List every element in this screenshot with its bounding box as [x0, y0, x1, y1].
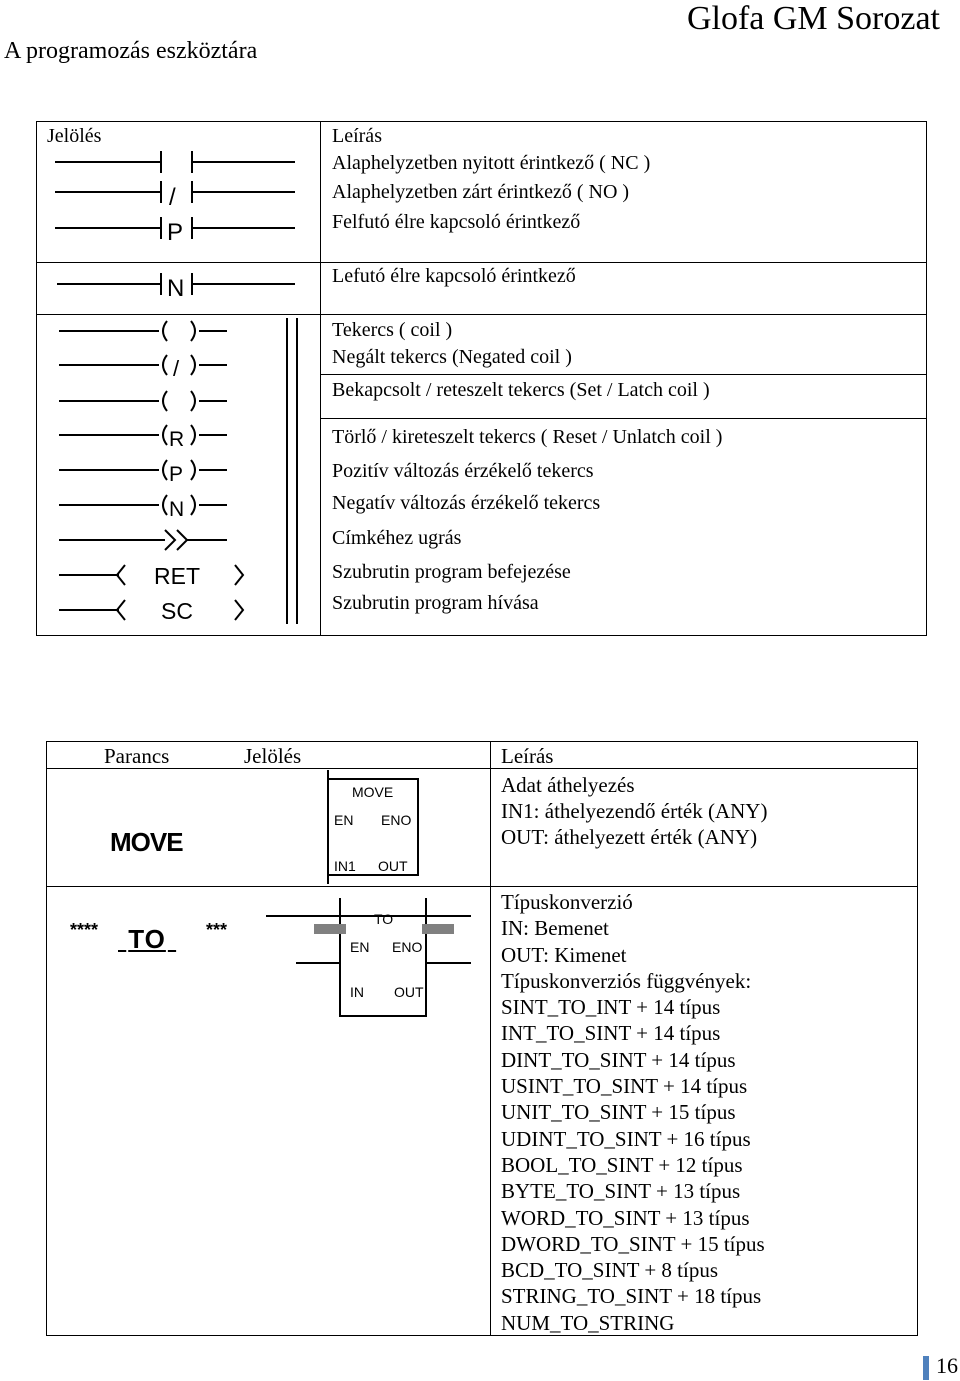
table1-header-description: Leírás: [332, 125, 382, 147]
description-jump-to-label: Címkéhez ugrás: [332, 527, 462, 549]
description-rising-edge-contact: Felfutó élre kapcsoló érintkező: [332, 211, 581, 233]
to-description-line: WORD_TO_SINT + 13 típus: [501, 1206, 750, 1230]
table1-header-symbol: Jelölés: [47, 125, 102, 147]
document-section-title: A programozás eszköztára: [4, 38, 258, 64]
svg-text:/: /: [173, 356, 180, 381]
description-negative-transition-coil: Negatív változás érzékelő tekercs: [332, 492, 601, 514]
description-coil: Tekercs ( coil ): [332, 319, 453, 341]
table2-row-divider: [46, 886, 918, 887]
table2-left-border: [46, 741, 47, 1336]
svg-text:EN: EN: [350, 939, 370, 955]
table1-bottom-border: [36, 635, 927, 636]
svg-text:TO: TO: [374, 911, 394, 927]
description-positive-transition-coil: Pozitív változás érzékelő tekercs: [332, 460, 594, 482]
svg-text:/: /: [169, 184, 176, 211]
description-negated-coil: Negált tekercs (Negated coil ): [332, 346, 572, 368]
table2-header-description: Leírás: [501, 744, 554, 768]
to-command-suffix: ***: [206, 920, 228, 940]
to-command-prefix: ****: [70, 920, 99, 940]
to-description-line: SINT_TO_INT + 14 típus: [501, 995, 721, 1019]
description-subroutine-call: Szubrutin program hívása: [332, 592, 539, 614]
to-function-block-icon: [266, 898, 476, 1018]
to-description-line: USINT_TO_SINT + 14 típus: [501, 1074, 748, 1098]
svg-text:N: N: [169, 498, 185, 521]
table1-right-border: [926, 121, 927, 636]
table2-column-divider: [490, 741, 491, 1336]
svg-text:MOVE: MOVE: [352, 784, 394, 800]
description-nc-contact: Alaphelyzetben nyitott érintkező ( NC ): [332, 152, 651, 174]
svg-text:OUT: OUT: [394, 984, 424, 1000]
svg-text:R: R: [169, 428, 185, 451]
table2-header-symbol: Jelölés: [244, 744, 302, 768]
to-block-right-bar-icon: [422, 924, 454, 934]
to-description-line: STRING_TO_SINT + 18 típus: [501, 1284, 762, 1308]
svg-text:RET: RET: [154, 563, 200, 589]
description-subroutine-return: Szubrutin program befejezése: [332, 561, 571, 583]
svg-text:P: P: [167, 219, 184, 246]
description-no-contact: Alaphelyzetben zárt érintkező ( NO ): [332, 181, 630, 203]
to-description-line: Típuskonverzió: [501, 890, 633, 914]
table1-row-divider: [320, 418, 927, 419]
to-description-line: UDINT_TO_SINT + 16 típus: [501, 1127, 751, 1151]
svg-text:IN: IN: [350, 984, 364, 1000]
description-set-coil: Bekapcsolt / reteszelt tekercs (Set / Latch coil ): [332, 379, 710, 401]
description-falling-edge-contact: Lefutó élre kapcsoló érintkező: [332, 265, 576, 287]
svg-text:ENO: ENO: [381, 812, 412, 828]
coil-icons: [59, 321, 227, 515]
table2-bottom-border: [46, 1335, 918, 1336]
to-description-line: DINT_TO_SINT + 14 típus: [501, 1048, 736, 1072]
move-function-block-icon: [300, 770, 450, 884]
to-description-line: DWORD_TO_SINT + 15 típus: [501, 1232, 765, 1256]
move-description-line: OUT: áthelyezett érték (ANY): [501, 825, 758, 849]
move-description-line: Adat áthelyezés: [501, 773, 635, 797]
description-reset-coil: Törlő / kireteszelt tekercs ( Reset / Unlatch coil ): [332, 426, 723, 448]
svg-text:P: P: [169, 463, 184, 486]
table2-right-border: [917, 741, 918, 1336]
table1-row-divider: [320, 374, 927, 375]
to-block-left-bar-icon: [314, 924, 346, 934]
ladder-symbols-drawing: [37, 122, 320, 635]
table1-column-divider: [320, 121, 321, 636]
table2-top-border: [46, 741, 918, 742]
return-icon: [59, 565, 243, 585]
to-description-line: NUM_TO_STRING: [501, 1311, 675, 1335]
document-series-title: Glofa GM Sorozat: [686, 0, 940, 37]
page-number: 16: [936, 1353, 958, 1378]
svg-text:SC: SC: [161, 598, 193, 624]
table2-header-divider: [46, 768, 918, 769]
svg-text:OUT: OUT: [378, 858, 408, 874]
svg-text:IN1: IN1: [334, 858, 356, 874]
to-description-line: OUT: Kimenet: [501, 943, 627, 967]
to-description-line: IN: Bemenet: [501, 916, 609, 940]
table2-header-command: Parancs: [104, 744, 170, 768]
svg-text:N: N: [167, 275, 185, 302]
to-command-label: TO: [128, 924, 166, 954]
jump-icon: [59, 530, 227, 550]
to-description-line: BYTE_TO_SINT + 13 típus: [501, 1179, 741, 1203]
subroutine-call-icon: [59, 600, 243, 620]
move-description-line: IN1: áthelyezendő érték (ANY): [501, 799, 768, 823]
to-description-line: BCD_TO_SINT + 8 típus: [501, 1258, 719, 1282]
to-description-line: BOOL_TO_SINT + 12 típus: [501, 1153, 743, 1177]
to-description-line: Típuskonverziós függvények:: [501, 969, 752, 993]
move-command-label: MOVE: [110, 827, 183, 857]
page-number-accent-bar: [923, 1356, 929, 1380]
svg-text:EN: EN: [334, 812, 354, 828]
to-description-line: INT_TO_SINT + 14 típus: [501, 1021, 721, 1045]
svg-text:ENO: ENO: [392, 939, 423, 955]
nc-contact-icon: [55, 151, 295, 173]
to-description-line: UNIT_TO_SINT + 15 típus: [501, 1100, 736, 1124]
